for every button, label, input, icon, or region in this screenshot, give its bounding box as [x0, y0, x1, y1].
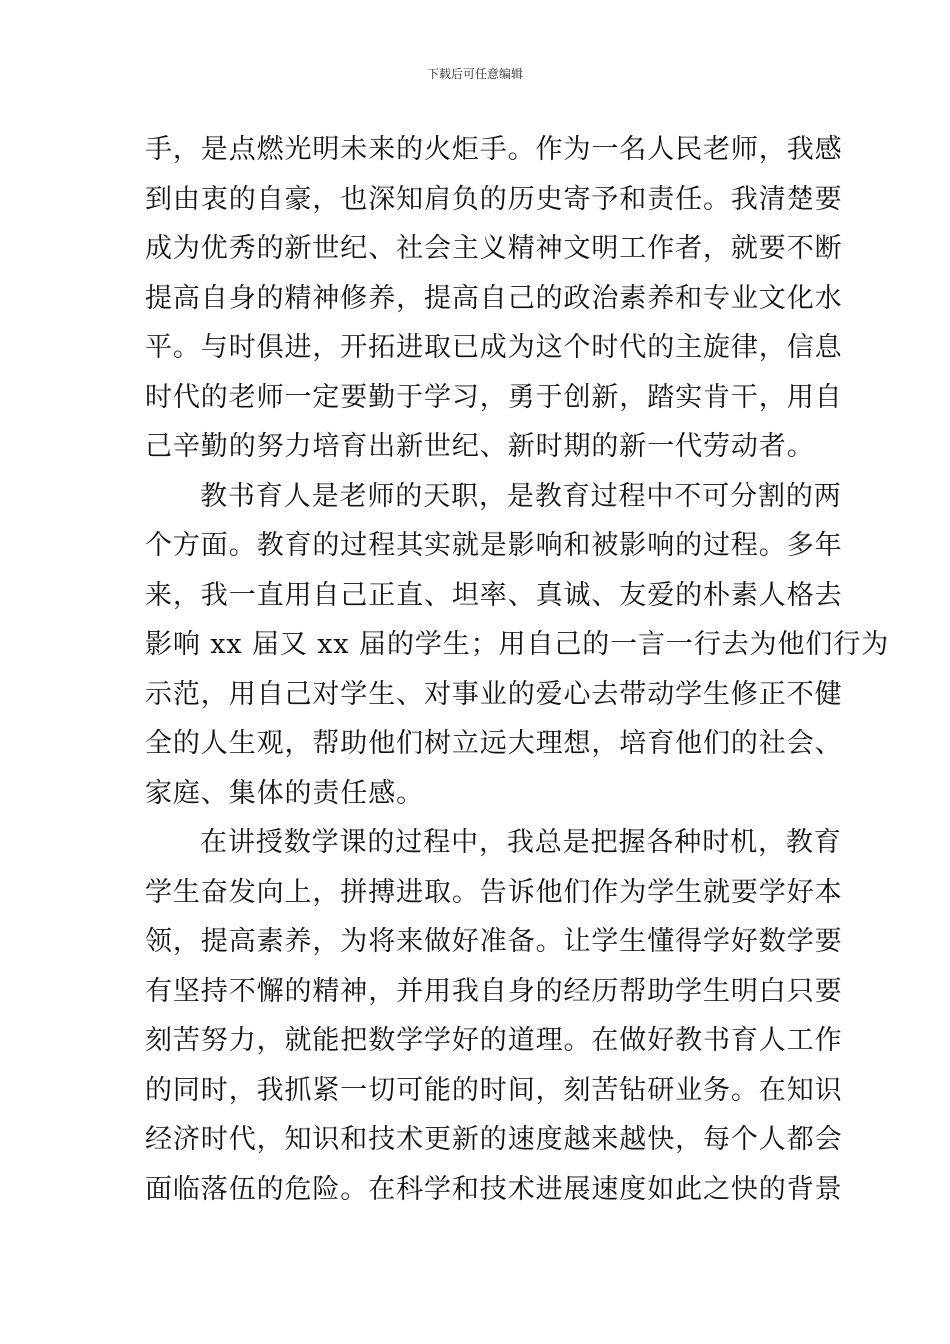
text-line: 的同时，我抓紧一切可能的时间，刻苦钻研业务。在知识 [145, 1074, 843, 1106]
paragraph [145, 818, 843, 1214]
document-body [145, 125, 890, 1214]
text-line: 全的人生观，帮助他们树立远大理想，培育他们的社会、 [145, 728, 843, 759]
text-line: 教书育人是老师的天职，是教育过程中不可分割的两 [200, 480, 842, 512]
text-line: 成为优秀的新世纪、社会主义精神文明工作者，就要不断 [145, 233, 843, 264]
text-line: 来，我一直用自己正直、坦率、真诚、友爱的朴素人格去 [145, 579, 843, 611]
paragraph [145, 472, 890, 819]
page-header: 下载后可任意编辑 [426, 67, 523, 81]
text-line: 个方面。教育的过程其实就是影响和被影响的过程。多年 [145, 530, 843, 561]
text-line: 示范，用自己对学生、对事业的爱心去带动学生修正不健 [145, 678, 843, 710]
text-line: 时代的老师一定要勤于学习，勇于创新，踏实肯干，用自 [145, 381, 843, 413]
text-line: 刻苦努力，就能把数学学好的道理。在做好教书育人工作 [145, 1025, 843, 1056]
text-line: 经济时代，知识和技术更新的速度越来越快，每个人都会 [145, 1124, 843, 1155]
text-line: 领，提高素养，为将来做好准备。让学生懂得学好数学要 [145, 926, 843, 957]
text-line: 家庭、集体的责任感。 [145, 777, 424, 809]
text-line: 学生奋发向上，拼搏进取。告诉他们作为学生就要学好本 [145, 876, 843, 908]
text-line: 到由衷的自豪，也深知肩负的历史寄予和责任。我清楚要 [145, 183, 843, 215]
text-line: 影响 xx 届又 xx 届的学生；用自己的一言一行去为他们行为 [145, 629, 890, 660]
text-line: 平。与时俱进，开拓进取已成为这个时代的主旋律，信息 [145, 332, 843, 363]
text-line: 有坚持不懈的精神，并用我自身的经历帮助学生明白只要 [145, 975, 843, 1007]
text-line: 己辛勤的努力培育出新世纪、新时期的新一代劳动者。 [145, 431, 815, 462]
paragraph [145, 125, 843, 472]
text-line: 手，是点燃光明未来的火炬手。作为一名人民老师，我感 [145, 134, 843, 165]
text-line: 面临落伍的危险。在科学和技术进展速度如此之快的背景 [145, 1173, 843, 1205]
text-line: 在讲授数学课的过程中，我总是把握各种时机，教育 [200, 827, 842, 858]
text-line: 提高自身的精神修养，提高自己的政治素养和专业文化水 [145, 282, 843, 314]
